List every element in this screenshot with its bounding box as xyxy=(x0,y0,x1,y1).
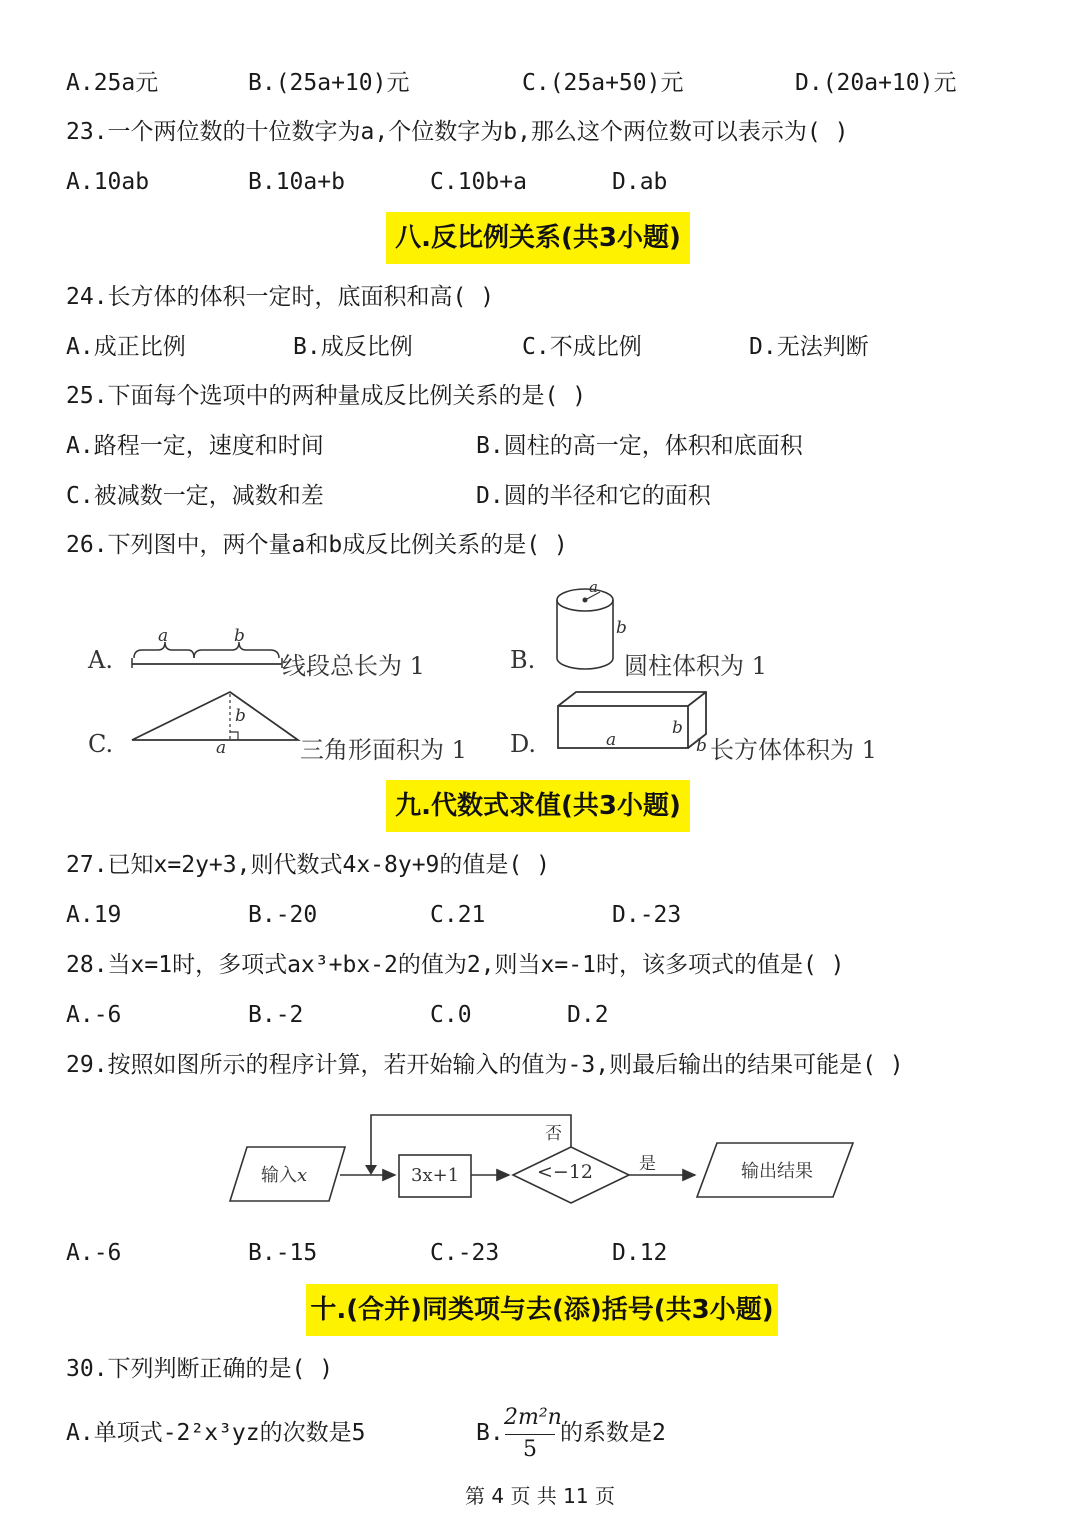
q26-figure-cub-b: b xyxy=(672,718,683,738)
q26-figure-caption-b: 圆柱体积为 1 xyxy=(624,652,767,680)
q26-figure-cub-b2: b xyxy=(696,736,707,756)
q23-option-d: D.ab xyxy=(612,169,668,195)
q29-flowchart xyxy=(225,1095,865,1215)
q26-figure-cyl-b: b xyxy=(616,618,627,638)
q25-option-d: D.圆的半径和它的面积 xyxy=(476,483,711,509)
q29-flow-input-label: 输入 xyxy=(261,1165,297,1186)
q27-option-b: B.-20 xyxy=(248,902,318,928)
q26-figure-label-b: B. xyxy=(510,646,536,674)
q27-question: 27.已知x=2y+3,则代数式4x-8y+9的值是( ) xyxy=(66,852,550,878)
q25-option-a: A.路程一定，速度和时间 xyxy=(66,433,324,459)
q24-option-b: B.成反比例 xyxy=(293,334,413,360)
q26-figure-label-d: D. xyxy=(510,730,537,758)
q25-option-c: C.被减数一定，减数和差 xyxy=(66,483,324,509)
q30-option-b-suffix: 的系数是2 xyxy=(560,1420,666,1446)
q24-option-c: C.不成比例 xyxy=(522,334,642,360)
q26-figure-label-a: A. xyxy=(88,646,113,674)
q29-flowchart-drawing xyxy=(225,1095,865,1215)
q26-figure-cyl-a: a xyxy=(589,578,598,596)
q30-option-b-denominator: 5 xyxy=(523,1437,537,1462)
q30-question: 30.下列判断正确的是( ) xyxy=(66,1356,334,1382)
q26-figure-caption-c: 三角形面积为 1 xyxy=(300,736,467,764)
q27-option-a: A.19 xyxy=(66,902,122,928)
section-heading-9: 九.代数式求值(共3小题) xyxy=(386,780,690,832)
q29-flow-yes: 是 xyxy=(639,1154,656,1174)
q28-option-b: B.-2 xyxy=(248,1002,304,1028)
q30-option-a: A.单项式-2²x³yz的次数是5 xyxy=(66,1420,366,1446)
q29-option-a: A.-6 xyxy=(66,1240,122,1266)
q26-question: 26.下列图中，两个量a和b成反比例关系的是( ) xyxy=(66,532,568,558)
q26-figure-tri-b: b xyxy=(235,706,246,726)
q29-option-b: B.-15 xyxy=(248,1240,318,1266)
q29-option-d: D.12 xyxy=(612,1240,668,1266)
q22-option-a: A.25a元 xyxy=(66,70,159,96)
q29-flow-input xyxy=(261,1161,307,1187)
q29-option-c: C.-23 xyxy=(430,1240,500,1266)
q29-flow-no: 否 xyxy=(545,1124,562,1144)
q30-option-b-prefix: B. xyxy=(476,1420,504,1446)
q23-option-a: A.10ab xyxy=(66,169,150,195)
q26-figure-a-var: a xyxy=(158,626,169,646)
q26-figure-caption-a: 线段总长为 1 xyxy=(282,652,425,680)
q23-question: 23.一个两位数的十位数字为a,个位数字为b,那么这个两位数可以表示为( ) xyxy=(66,119,849,145)
q29-flow-condition: <−12 xyxy=(537,1161,594,1183)
q22-option-c: C.(25a+50)元 xyxy=(522,70,684,96)
q28-option-a: A.-6 xyxy=(66,1002,122,1028)
q28-option-c: C.0 xyxy=(430,1002,472,1028)
q28-option-d: D.2 xyxy=(567,1002,609,1028)
q30-option-b-numerator: 2m²n xyxy=(504,1405,562,1430)
q26-figure-tri-a: a xyxy=(216,738,227,758)
q22-option-b: B.(25a+10)元 xyxy=(248,70,410,96)
q25-option-b: B.圆柱的高一定，体积和底面积 xyxy=(476,433,803,459)
q29-flow-input-var: x xyxy=(297,1165,308,1186)
q24-option-d: D.无法判断 xyxy=(749,334,869,360)
q24-option-a: A.成正比例 xyxy=(66,334,186,360)
q29-question: 29.按照如图所示的程序计算，若开始输入的值为-3,则最后输出的结果可能是( ) xyxy=(66,1052,904,1078)
q26-figure xyxy=(70,580,930,770)
q25-question: 25.下面每个选项中的两种量成反比例关系的是( ) xyxy=(66,383,587,409)
q23-option-b: B.10a+b xyxy=(248,169,345,195)
q23-option-c: C.10b+a xyxy=(430,169,527,195)
page-number: 第 4 页 共 11 页 xyxy=(465,1484,615,1508)
q27-option-d: D.-23 xyxy=(612,902,682,928)
q24-question: 24.长方体的体积一定时，底面积和高( ) xyxy=(66,284,495,310)
section-heading-10: 十.(合并)同类项与去(添)括号(共3小题) xyxy=(306,1284,778,1336)
q30-fraction-bar xyxy=(505,1434,555,1435)
q26-figure-cub-a: a xyxy=(606,730,617,750)
q28-question: 28.当x=1时，多项式ax³+bx-2的值为2,则当x=-1时，该多项式的值是( ) xyxy=(66,952,845,978)
q27-option-c: C.21 xyxy=(430,902,486,928)
q29-flow-output: 输出结果 xyxy=(741,1161,813,1182)
section-heading-8: 八.反比例关系(共3小题) xyxy=(386,212,690,264)
q22-option-d: D.(20a+10)元 xyxy=(795,70,957,96)
q26-figure-b-var: b xyxy=(234,626,245,646)
q26-figure-label-c: C. xyxy=(88,730,114,758)
q29-flow-process: 3x+1 xyxy=(411,1165,460,1186)
q26-figure-caption-d: 长方体体积为 1 xyxy=(710,736,877,764)
